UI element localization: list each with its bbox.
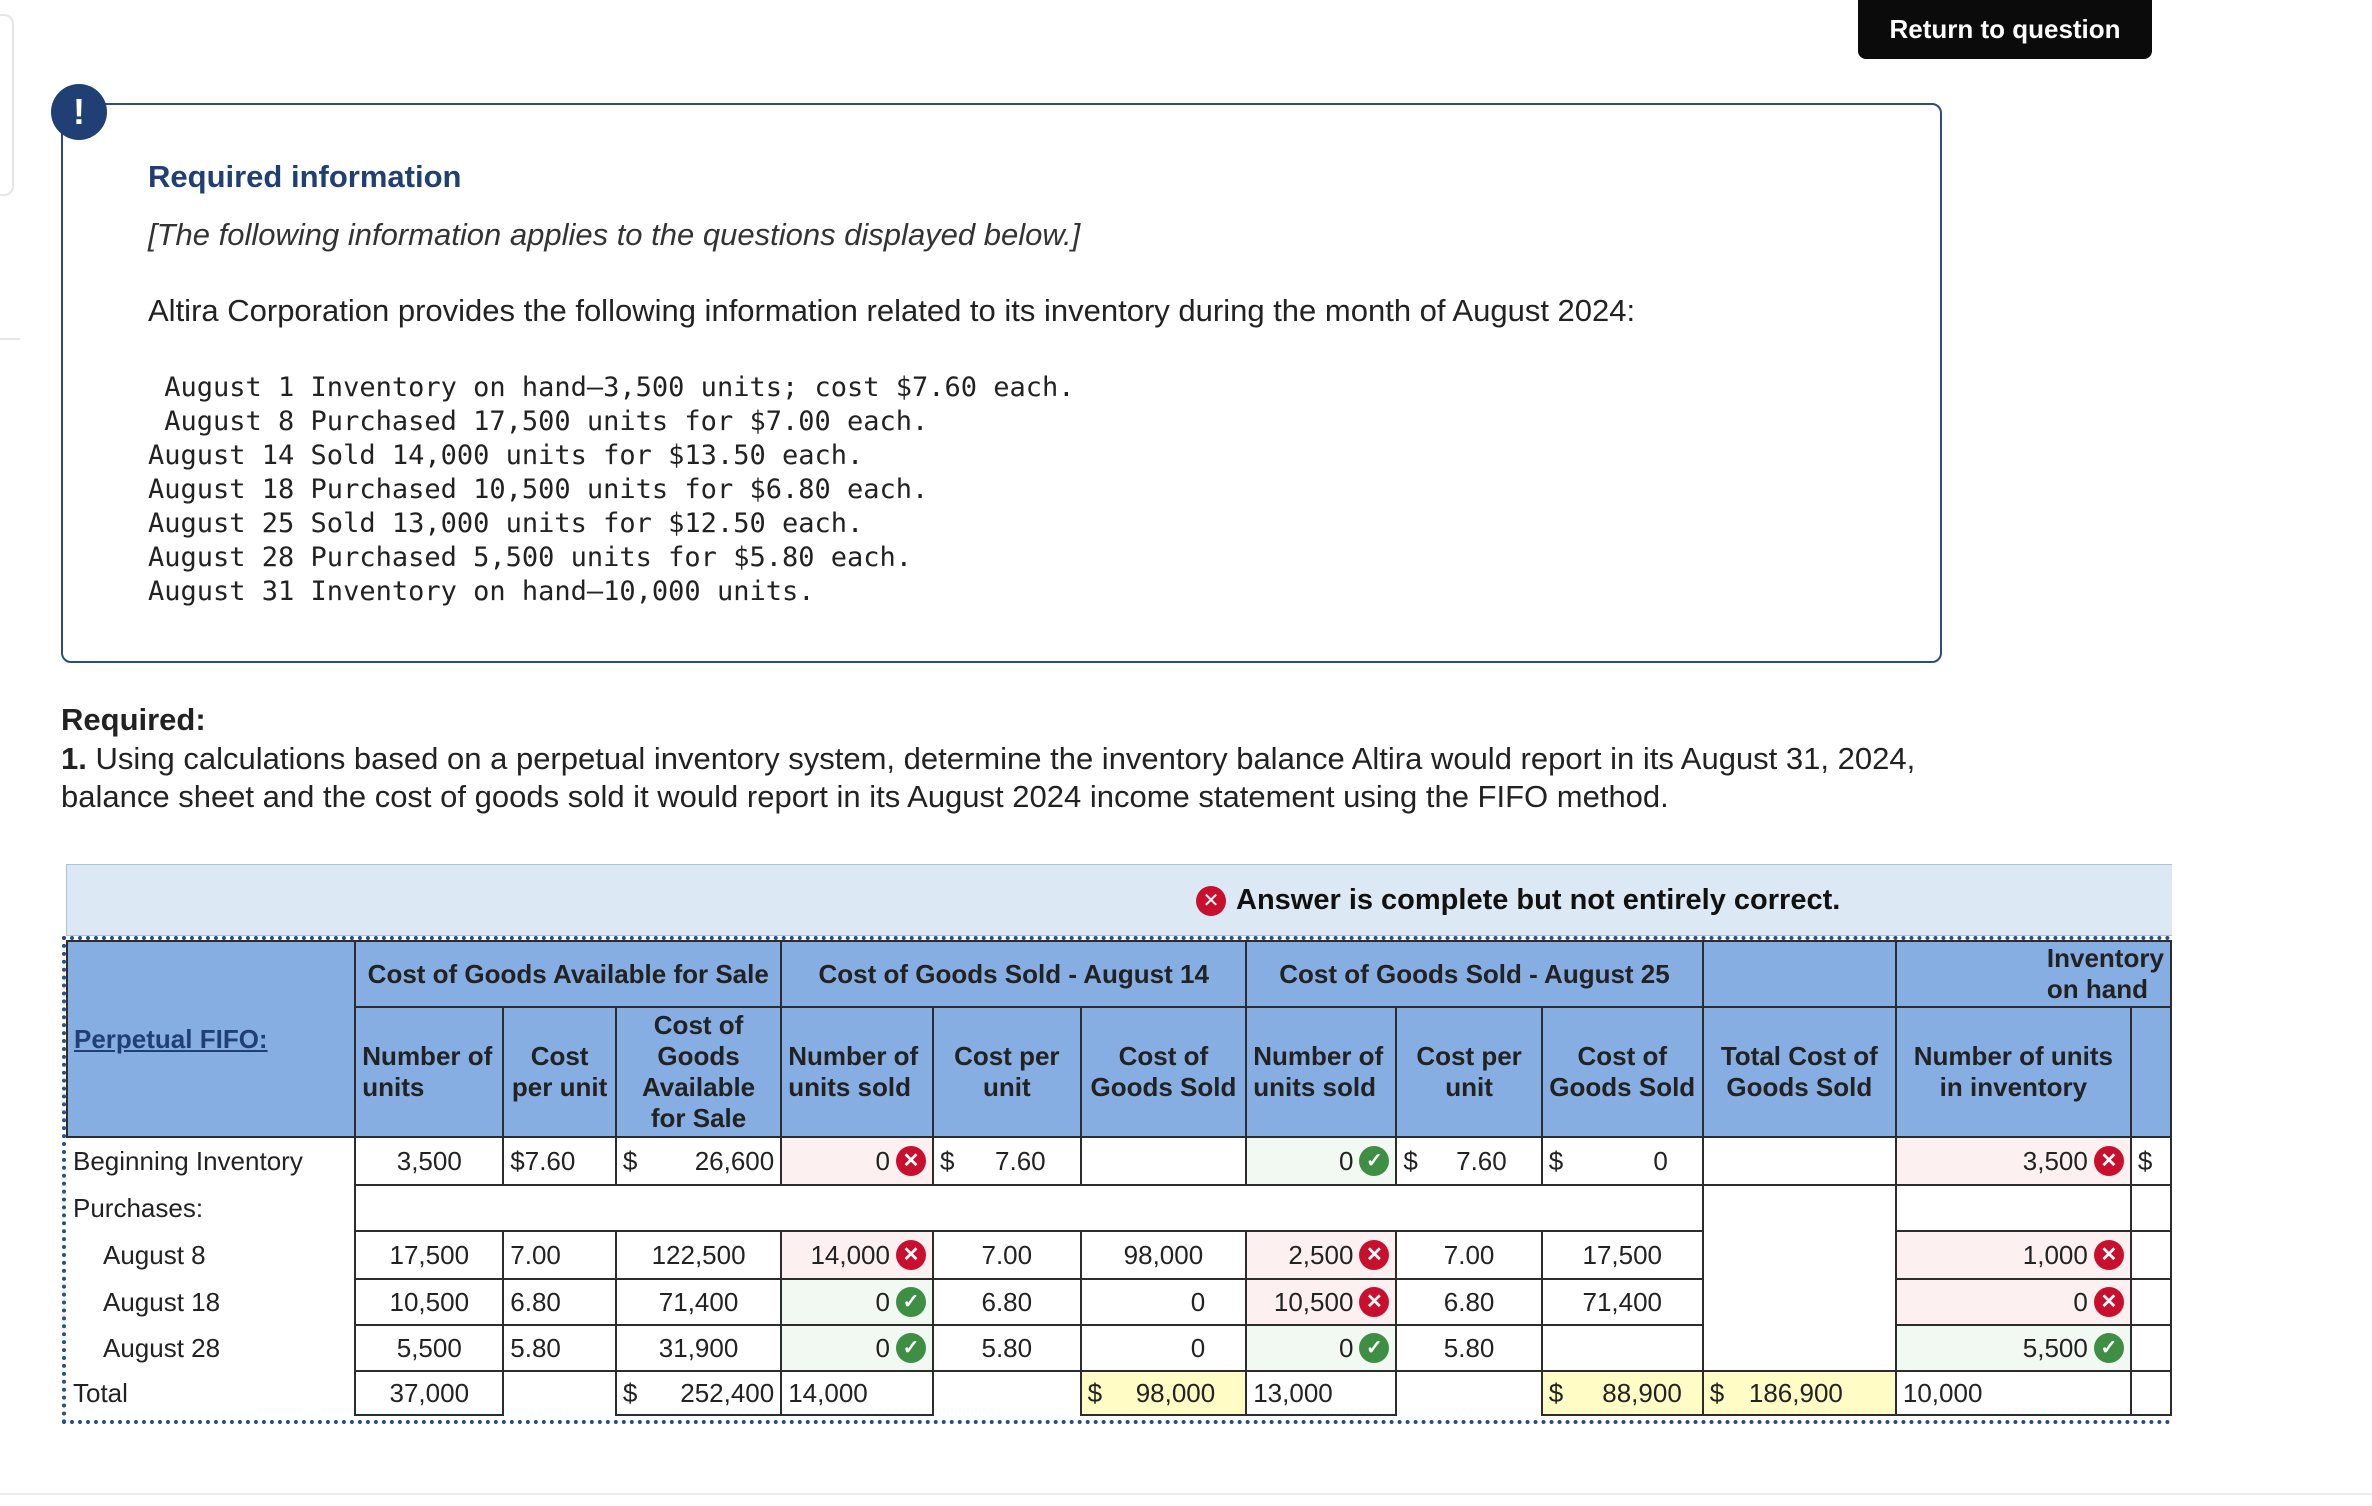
x-circle-icon: ✕ bbox=[2094, 1240, 2124, 1270]
row-label-aug28: August 28 bbox=[103, 1332, 221, 1363]
total-s25-units: 13,000 bbox=[1246, 1371, 1396, 1415]
beginning-cost: $7.60 bbox=[503, 1137, 616, 1185]
aug18-s25-units-input[interactable]: 10,500 ✕ bbox=[1246, 1279, 1396, 1325]
aug18-s25-cogs: 71,400 bbox=[1542, 1279, 1703, 1325]
col-header-cogas: Cost of Goods Available for Sale bbox=[616, 1007, 781, 1137]
x-circle-icon: ✕ bbox=[2094, 1146, 2124, 1176]
check-circle-icon: ✓ bbox=[2094, 1333, 2124, 1363]
row-label-purchases: Purchases: bbox=[73, 1192, 204, 1223]
x-circle-icon: ✕ bbox=[2094, 1287, 2124, 1317]
x-circle-icon: ✕ bbox=[896, 1240, 926, 1270]
transactions-list: August 1 Inventory on hand—3,500 units; cost $7.60 each. August 8 Purchased 17,500 units for $7.00 each. August 14 Sold 14,000 units for $13.50 each. August 18 Purchased 10,500 units for $6.80 each. August 25 Sold 13,000 units for $12.50 each. August 28 Purchased 5,500 units for $5.80 each. August 31 Inventory on hand—10,000 units. bbox=[148, 372, 1075, 607]
col-header-cost-per-unit: Cost per unit bbox=[503, 1007, 616, 1137]
col-header-cost-per-unit-aug14: Cost per unit bbox=[933, 1007, 1081, 1137]
beginning-s14-units-input[interactable]: 0 ✕ bbox=[781, 1137, 933, 1185]
check-circle-icon: ✓ bbox=[1359, 1333, 1389, 1363]
aug18-s14-cost: 6.80 bbox=[933, 1279, 1081, 1325]
x-circle-icon: ✕ bbox=[1196, 886, 1226, 916]
group-header-sold-aug25: Cost of Goods Sold - August 25 bbox=[1246, 941, 1703, 1007]
x-circle-icon: ✕ bbox=[1359, 1287, 1389, 1317]
aug28-s25-cogs-input[interactable] bbox=[1542, 1325, 1703, 1371]
total-cogs-blank bbox=[1703, 1325, 1896, 1371]
aug8-s25-cogs: 17,500 bbox=[1542, 1231, 1703, 1279]
info-intro: Altira Corporation provides the following information related to its inventory during the month of August 2024: bbox=[148, 293, 1636, 328]
table-row bbox=[67, 1231, 2171, 1279]
total-cogs-blank bbox=[1703, 1279, 1896, 1325]
row-label-beginning: Beginning Inventory bbox=[73, 1146, 303, 1176]
check-circle-icon: ✓ bbox=[896, 1333, 926, 1363]
beginning-s25-cost: 7.60 bbox=[1456, 1145, 1507, 1176]
aug8-cogas: 122,500 bbox=[616, 1231, 781, 1279]
col-header-cogs-aug14: Cost of Goods Sold bbox=[1081, 1007, 1247, 1137]
aug8-units: 17,500 bbox=[355, 1231, 503, 1279]
col-header-units-sold-aug25: Number of units sold bbox=[1246, 1007, 1396, 1137]
aug8-inventory-units-input[interactable]: 1,000 ✕ bbox=[1896, 1231, 2131, 1279]
group-header-sold-aug14: Cost of Goods Sold - August 14 bbox=[781, 941, 1246, 1007]
inventory-cost-overflow: $ bbox=[2131, 1137, 2171, 1185]
col-header-cost-per-unit-aug25: Cost per unit bbox=[1396, 1007, 1541, 1137]
col-header-overflow bbox=[2131, 1007, 2171, 1137]
aug8-s25-cost: 7.00 bbox=[1396, 1231, 1541, 1279]
aug8-s14-cost: 7.00 bbox=[933, 1231, 1081, 1279]
info-note: [The following information applies to the questions displayed below.] bbox=[148, 217, 1081, 252]
total-cogs-value: 186,900 bbox=[1748, 1377, 1843, 1408]
table-row: Total 37,000 $ 252,400 14,000 $ 98,000 13,000 $ 88,900 $ 186,900 10,000 bbox=[67, 1371, 2171, 1415]
bottom-divider bbox=[0, 1493, 2372, 1495]
info-title: Required information bbox=[148, 159, 462, 194]
required-text bbox=[61, 740, 1921, 816]
total-units: 37,000 bbox=[355, 1371, 503, 1415]
aug8-s14-cogs: 98,000 bbox=[1081, 1231, 1247, 1279]
result-banner bbox=[66, 864, 2172, 936]
purchases-spacer bbox=[355, 1185, 1703, 1231]
perpetual-fifo-table bbox=[62, 936, 2172, 1424]
total-cogs-blank bbox=[1703, 1185, 1896, 1231]
row-label-header: Perpetual FIFO: bbox=[67, 941, 355, 1137]
aug18-s25-cost: 6.80 bbox=[1396, 1279, 1541, 1325]
col-header-units: Number of units bbox=[355, 1007, 503, 1137]
required-body: Using calculations based on a perpetual inventory system, determine the inventory balance Altira would report in its August 31, 2024, balance sheet and the cost of goods sold it would report in its August 2024 income statement using the FIFO method. bbox=[61, 741, 1916, 814]
row-label-aug8: August 8 bbox=[103, 1239, 206, 1270]
dollar-sign: $ bbox=[622, 1145, 638, 1176]
aug28-s25-units-input[interactable]: 0 ✓ bbox=[1246, 1325, 1396, 1371]
side-divider bbox=[0, 338, 20, 340]
aug18-units: 10,500 bbox=[355, 1279, 503, 1325]
aug28-s14-cogs: 0 bbox=[1081, 1325, 1247, 1371]
col-header-total-cogs: Total Cost of Goods Sold bbox=[1703, 1007, 1896, 1137]
total-inventory-units: 10,000 bbox=[1896, 1371, 2131, 1415]
check-circle-icon: ✓ bbox=[1359, 1146, 1389, 1176]
beginning-s25-units-input[interactable]: 0 ✓ bbox=[1246, 1137, 1396, 1185]
required-information-box bbox=[61, 103, 1942, 663]
beginning-s14-cost: 7.60 bbox=[995, 1145, 1046, 1176]
required-heading: Required: bbox=[61, 702, 206, 737]
aug28-cost: 5.80 bbox=[503, 1325, 616, 1371]
col-header-units-inventory: Number of units in inventory bbox=[1896, 1007, 2131, 1137]
beginning-inventory-units-input[interactable]: 3,500 ✕ bbox=[1896, 1137, 2131, 1185]
aug8-s25-units-input[interactable]: 2,500 ✕ bbox=[1246, 1231, 1396, 1279]
aug28-cogas: 31,900 bbox=[616, 1325, 781, 1371]
total-cogs-blank bbox=[1703, 1137, 1896, 1185]
col-header-units-sold-aug14: Number of units sold bbox=[781, 1007, 933, 1137]
aug28-units: 5,500 bbox=[355, 1325, 503, 1371]
return-to-question-button[interactable]: Return to question bbox=[1858, 0, 2152, 59]
group-header-available: Cost of Goods Available for Sale bbox=[355, 941, 781, 1007]
aug18-inventory-units-input[interactable]: 0 ✕ bbox=[1896, 1279, 2131, 1325]
total-s25-cogs: 88,900 bbox=[1602, 1377, 1682, 1408]
result-message bbox=[1196, 884, 1840, 917]
aug28-s14-cost: 5.80 bbox=[933, 1325, 1081, 1371]
side-panel-edge bbox=[0, 14, 14, 196]
alert-icon: ! bbox=[51, 84, 107, 140]
total-s14-cogs: 98,000 bbox=[1135, 1377, 1216, 1408]
aug8-s14-units-input[interactable]: 14,000 ✕ bbox=[781, 1231, 933, 1279]
aug28-s14-units-input[interactable]: 0 ✓ bbox=[781, 1325, 933, 1371]
aug8-cost: 7.00 bbox=[503, 1231, 616, 1279]
x-circle-icon: ✕ bbox=[1359, 1240, 1389, 1270]
aug18-s14-units-input[interactable]: 0 ✓ bbox=[781, 1279, 933, 1325]
aug18-s14-cogs: 0 bbox=[1081, 1279, 1247, 1325]
aug18-cogas: 71,400 bbox=[616, 1279, 781, 1325]
row-label-aug18: August 18 bbox=[103, 1286, 221, 1317]
beginning-s25-cogs: 0 bbox=[1653, 1145, 1668, 1176]
x-circle-icon: ✕ bbox=[896, 1146, 926, 1176]
table-row: Beginning Inventory 3,500 $7.60 $ 26,600 0 ✕ $ 7.60 0 ✓ $ 7.60 $ 0 3,500 ✕ $ bbox=[67, 1137, 2171, 1185]
row-label-total: Total bbox=[73, 1377, 128, 1408]
total-cogs-blank bbox=[1703, 1231, 1896, 1279]
required-number: 1. bbox=[61, 741, 87, 776]
group-header-blank bbox=[1703, 941, 1896, 1007]
result-text: Answer is complete but not entirely correct. bbox=[1236, 884, 1841, 916]
inventory-spacer bbox=[1896, 1185, 2131, 1231]
aug28-inventory-units-input[interactable]: 5,500 ✓ bbox=[1896, 1325, 2131, 1371]
table-row bbox=[67, 1279, 2171, 1325]
beginning-units: 3,500 bbox=[355, 1137, 503, 1185]
total-s14-units: 14,000 bbox=[781, 1371, 933, 1415]
total-cogas: 252,400 bbox=[680, 1377, 775, 1408]
aug18-cost: 6.80 bbox=[503, 1279, 616, 1325]
group-header-inventory: Inventory on hand bbox=[1896, 941, 2171, 1007]
check-circle-icon: ✓ bbox=[896, 1287, 926, 1317]
beginning-s14-cogs-input[interactable] bbox=[1081, 1137, 1247, 1185]
aug28-s25-cost: 5.80 bbox=[1396, 1325, 1541, 1371]
table-row bbox=[67, 1325, 2171, 1371]
col-header-cogs-aug25: Cost of Goods Sold bbox=[1542, 1007, 1703, 1137]
beginning-cogas: 26,600 bbox=[694, 1145, 775, 1176]
